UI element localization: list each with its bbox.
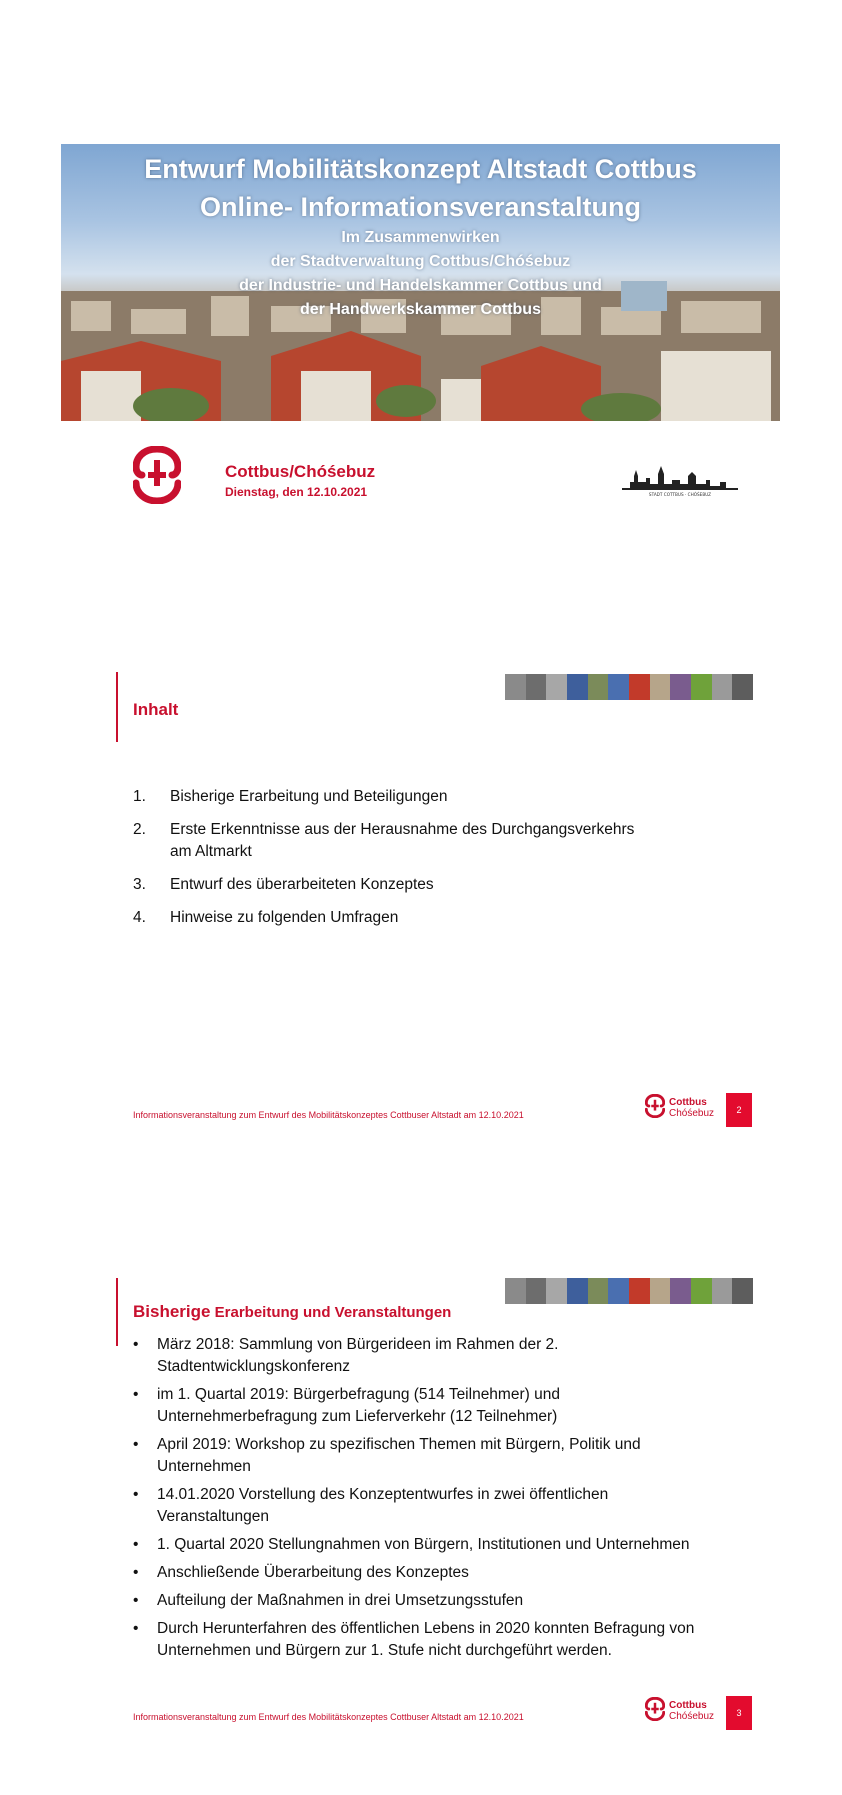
item-number: 4.	[133, 909, 146, 926]
accent-bar	[116, 1278, 118, 1346]
cooperation-line: der Industrie- und Handelskammer Cottbus und	[239, 277, 602, 294]
heading-part-1: Bisherige	[133, 1302, 211, 1321]
accent-bar	[116, 672, 118, 742]
cottbus-logo-small-icon	[645, 1697, 665, 1721]
logo-line-1: Cottbus	[669, 1700, 707, 1711]
item-text: Erste Erkenntnisse aus der Herausnahme des Durchgangsverkehrs am Altmarkt	[170, 821, 635, 860]
event-date: Dienstag, den 12.10.2021	[225, 485, 368, 499]
list-item: • Anschließende Überarbeitung des Konzeptes	[133, 1562, 723, 1584]
cooperation-line: Im Zusammenwirken	[341, 229, 500, 246]
footer-logo-text	[669, 1700, 714, 1722]
slide-subtitle: Online- Informationsveranstaltung	[199, 192, 642, 222]
brand-name: Cottbus/Chóśebuz	[225, 462, 376, 481]
footer-note: Informationsveranstaltung zum Entwurf des Mobilitätskonzeptes Cottbuser Altstadt am 12.10.2021	[133, 1712, 524, 1722]
list-item: • Aufteilung der Maßnahmen in drei Umsetzungsstufen	[133, 1590, 723, 1612]
list-item: • April 2019: Workshop zu spezifischen Themen mit Bürgern, Politik und Unternehmen	[133, 1434, 723, 1478]
footer-logo-text	[669, 1097, 714, 1119]
photo-strip-image	[505, 1278, 753, 1304]
cooperation-line: der Handwerkskammer Cottbus	[300, 301, 541, 318]
list-item	[133, 786, 653, 808]
item-text: Bisherige Erarbeitung und Beteiligungen	[170, 788, 448, 805]
logo-line-1: Cottbus	[669, 1097, 707, 1108]
slide-title: Entwurf Mobilitätskonzept Altstadt Cottbus	[144, 154, 697, 184]
cottbus-logo-icon	[133, 446, 181, 504]
list-item	[133, 874, 653, 896]
list-item	[133, 907, 653, 929]
list-item: • 14.01.2020 Vorstellung des Konzeptentwurfes in zwei öffentlichen Veranstaltungen	[133, 1484, 723, 1528]
cooperation-line: der Stadtverwaltung Cottbus/Chóśebuz	[270, 253, 571, 270]
photo-strip-image	[505, 674, 753, 700]
list-item: • im 1. Quartal 2019: Bürgerbefragung (514 Teilnehmer) und Unternehmerbefragung zum Lieferverkehr (12 Teilnehmer)	[133, 1384, 723, 1428]
page-number: 3	[726, 1696, 752, 1730]
item-number: 2.	[133, 821, 146, 838]
heading-part-2: Erarbeitung und Veranstaltungen	[210, 1304, 452, 1321]
logo-line-2: Chóśebuz	[669, 1711, 715, 1722]
bullet-list	[133, 1334, 723, 1668]
logo-line-2: Chóśebuz	[669, 1108, 715, 1119]
section-heading: Inhalt	[133, 700, 179, 719]
item-number: 1.	[133, 788, 146, 805]
list-item: • März 2018: Sammlung von Bürgerideen im Rahmen der 2. Stadtentwicklungskonferenz	[133, 1334, 723, 1378]
list-item: • 1. Quartal 2020 Stellungnahmen von Bürgern, Institutionen und Unternehmen	[133, 1534, 723, 1556]
list-item: • Durch Herunterfahren des öffentlichen Lebens in 2020 konnten Befragung von Unternehmen und Bürgern zur 1. Stufe nicht durchgeführt werden.	[133, 1618, 723, 1662]
section-heading	[133, 1302, 451, 1322]
title-banner	[61, 144, 780, 421]
item-text: Entwurf des überarbeiteten Konzeptes	[170, 876, 434, 893]
table-of-contents	[133, 786, 653, 940]
list-item	[133, 819, 653, 863]
footer-note: Informationsveranstaltung zum Entwurf des Mobilitätskonzeptes Cottbuser Altstadt am 12.10.2021	[133, 1110, 524, 1120]
banner-text	[61, 150, 780, 322]
skyline-logo-icon	[620, 462, 740, 498]
page-number: 2	[726, 1093, 752, 1127]
item-text: Hinweise zu folgenden Umfragen	[170, 909, 399, 926]
item-number: 3.	[133, 876, 146, 893]
skyline-caption: STADT COTTBUS · CHÓŚEBUZ	[648, 492, 712, 497]
cottbus-logo-small-icon	[645, 1094, 665, 1118]
